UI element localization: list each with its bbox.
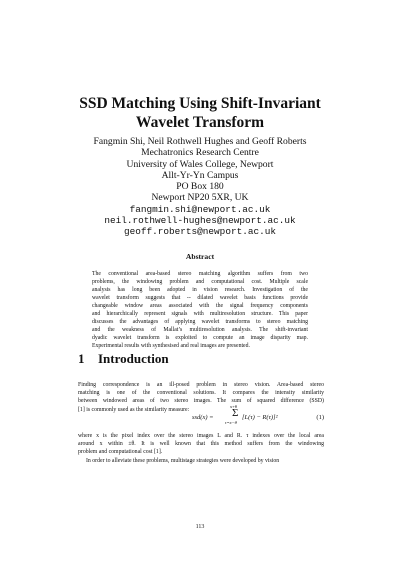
affiliation-line: PO Box 180 [176,181,224,193]
author-names: Fangmin Shi, Neil Rothwell Hughes and Geoff Roberts [93,136,307,147]
abstract-line: problems, the windowing problem and computational cost. Multiple scale [92,279,308,285]
body-line: In order to alleviate these problems, multistage strategies were developed by vision [86,458,280,464]
equation-number: (1) [316,414,324,421]
author-block [0,136,400,238]
affiliation-line: Allt-Yr-Yn Campus [161,169,239,181]
abstract-line: Experimental results with synthesised and real images are presented. [92,343,250,349]
abstract-line: wavelet transform suggests that -- dilated wavelet basis functions provide [92,295,308,301]
equation-sum-symbol: Σ [232,407,239,419]
affiliation-line: Newport NP20 5XR, UK [151,192,249,204]
equation-1 [78,404,324,431]
body-paragraph [78,457,324,465]
abstract-heading: Abstract [185,252,215,261]
body-line: [1] is commonly used as the similarity measure: [78,406,190,413]
abstract-text [92,270,308,350]
section-heading [78,351,169,367]
abstract-line: changeable window areas associated with the signal frequency components [92,303,308,309]
equation-lower-limit: τ=x−θ [225,420,237,425]
abstract-line: The conventional area-based stereo matching algorithm suffers from two [92,271,308,277]
section-title: Introduction [98,351,169,366]
abstract-line: discusses the advantages of applying wavelet transforms to stereo matching [92,319,308,325]
abstract-line: dyadic wavelet transform is exploited to compute an image disparity map. [92,335,308,341]
paper-title-line-2: Wavelet Transform [135,114,265,131]
equation-lhs: ssd(x) = [192,414,214,421]
page-number: 113 [195,524,205,530]
equation-rhs: [L(τ) − R(τ)]² [242,414,278,421]
body-line: between windowed areas of two stereo images. The sum of squared difference (SSD) [78,398,324,405]
author-email: geoff.roberts@newport.ac.uk [124,226,276,238]
body-line: around x within ±θ. It is well known that this method suffers from the windowing [78,441,324,448]
equation-upper-limit: x+θ [230,404,237,409]
affiliation-line: University of Wales College, Newport [126,158,274,170]
body-paragraph [78,432,324,457]
body-line: Finding correspondence is an ill-posed problem in stereo vision. Area-based stereo [78,382,324,388]
body-line: matching is one of the conventional solutions. It compares the intensity similarity [78,390,324,397]
affiliation-line: Mechatronics Research Centre [141,147,259,159]
body-line: where x is the pixel index over the stereo images L and R. τ indexes over the local area [78,433,324,439]
paper-title-line-1: SSD Matching Using Shift-Invariant [79,95,321,112]
section-number: 1 [78,351,85,366]
body-line: problem and computational cost [1]. [78,449,163,456]
abstract-line: analysis has long been adopted in vision research. Investigation of the [92,287,308,293]
abstract-line: and hierarchically represent signals with multiresolution structure. This paper [92,311,308,317]
abstract-line: and the weakness of Mallat’s multiresolution analysis. The shift-invariant [92,327,308,333]
author-email: neil.rothwell-hughes@newport.ac.uk [104,215,296,227]
author-email: fangmin.shi@newport.ac.uk [129,203,271,215]
